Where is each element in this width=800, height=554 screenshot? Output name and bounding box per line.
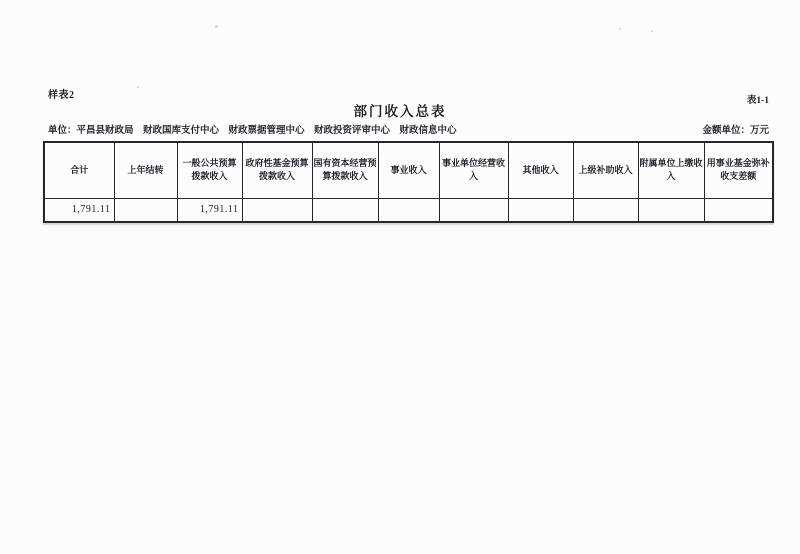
column-header: 事业收入	[378, 142, 439, 198]
scan-speck	[651, 30, 653, 32]
scan-speck	[215, 25, 218, 28]
column-header: 附属单位上缴收入	[638, 142, 704, 198]
column-header: 用事业基金弥补收支差额	[704, 142, 773, 198]
table-cell	[114, 198, 177, 222]
table-cell: 1,791.11	[177, 198, 242, 222]
column-header: 一般公共预算拨款收入	[177, 142, 242, 198]
column-header: 事业单位经营收入	[439, 142, 508, 198]
header-row	[44, 142, 773, 198]
column-header: 上级补助收入	[573, 142, 638, 198]
scan-speck	[619, 28, 621, 30]
table-cell	[439, 198, 508, 222]
table-meta-row	[48, 122, 769, 136]
table-row	[44, 198, 773, 222]
unit-line: 单位：平昌县财政局 财政国库支付中心 财政票据管理中心 财政投资评审中心 财政信息中心	[48, 126, 457, 136]
table-cell	[312, 198, 378, 222]
column-header: 国有资本经营预算拨款收入	[312, 142, 378, 198]
table-cell	[378, 198, 439, 222]
table-body	[44, 198, 773, 222]
income-summary-table	[43, 141, 774, 223]
column-header: 政府性基金预算拨款收入	[242, 142, 312, 198]
table-cell	[242, 198, 312, 222]
table-cell	[638, 198, 704, 222]
page-title: 部门收入总表	[353, 104, 447, 119]
column-header: 上年结转	[114, 142, 177, 198]
table-cell	[704, 198, 773, 222]
scan-speck	[137, 86, 139, 88]
sample-table-label: 样表2	[48, 90, 75, 101]
table-cell: 1,791.11	[44, 198, 114, 222]
amount-unit-label: 金额单位：万元	[702, 126, 769, 136]
sheet-reference-label: 表1-1	[746, 96, 769, 106]
column-header: 其他收入	[508, 142, 573, 198]
column-header: 合计	[44, 142, 114, 198]
table-cell	[573, 198, 638, 222]
table-cell	[508, 198, 573, 222]
